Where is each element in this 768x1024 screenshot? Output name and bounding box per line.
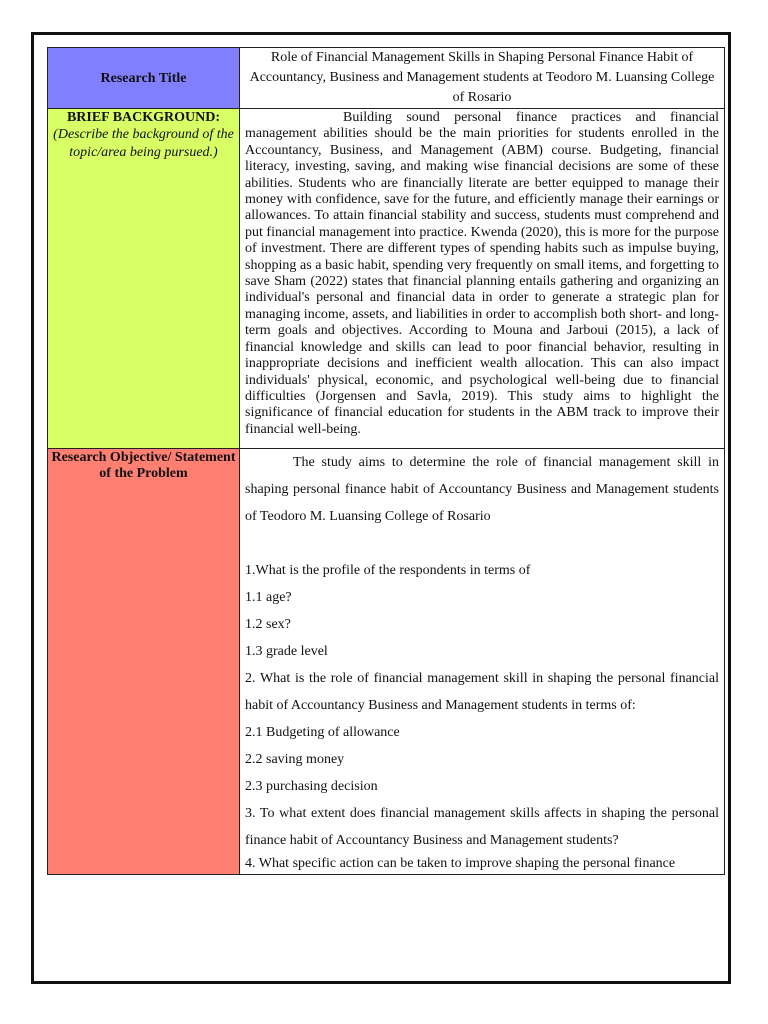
brief-background-hint: (Describe the background of the topic/area being pursued.): [53, 127, 234, 160]
research-proposal-table: [47, 47, 725, 875]
question-1: 1.What is the profile of the respondents in terms of: [245, 563, 531, 579]
question-4: 4. What specific action can be taken to improve shaping the personal finance: [245, 856, 676, 872]
objective-intro-paragraph: [245, 449, 719, 530]
brief-background-label-cell: [48, 109, 240, 449]
question-2: 2. What is the role of financial management skill in shaping the personal financial habit of Accountancy Business and Management students in terms of:: [245, 671, 719, 714]
brief-background-label: BRIEF BACKGROUND:: [66, 110, 221, 125]
question-2-3: 2.3 purchasing decision: [245, 779, 378, 795]
question-1-3: 1.3 grade level: [245, 644, 328, 660]
row-research-title: [48, 48, 725, 109]
research-title-value: Role of Financial Management Skills in Shaping Personal Finance Habit of Accountancy, Business and Management students at Teodoro M. Luansing College of Rosario: [240, 48, 725, 109]
brief-background-text: Building sound personal finance practices and financial management abilities should be the main priorities for students enrolled in the Accountancy, Business, and Management (ABM) course. Budgeting, financial literacy, investing, saving, and making wise financial decisions are some of these abilities. Students who are financially literate are better equipped to manage their money with confidence, save for the future, and efficiently manage their earnings or allowances. To attain financial stability and success, students must comprehend and put financial management into practice. Kwenda (2020), this is more for the purpose of investment. There are different types of spending habits such as impulse buying, shopping as a basic habit, spending very frequently on small items, and forgetting to save Sham (2022) states that financial planning entails gathering and organizing an individual's personal and financial data in order to generate a strategic plan for managing income, assets, and liabilities in order to accomplish both short- and long-term goals and objectives. According to Mouna and Jarboui (2015), a lack of financial knowledge and skills can lead to poor financial behavior, resulting in inappropriate decisions and inefficient wealth allocation. This can also impact individuals' physical, economic, and psychological well-being due to financial difficulties (Jorgensen and Savla, 2019). This study aims to highlight the significance of financial education for students in the ABM track to improve their financial well-being.: [245, 110, 719, 437]
question-2-2: 2.2 saving money: [245, 752, 345, 768]
question-1-2: 1.2 sex?: [245, 617, 291, 633]
objective-label-cell: [48, 449, 240, 875]
question-1-1: 1.1 age?: [245, 590, 292, 606]
row-research-objective: [48, 449, 725, 875]
question-2-1: 2.1 Budgeting of allowance: [245, 725, 400, 741]
research-title-label: Research Title: [100, 70, 187, 86]
research-title-label-cell: [48, 48, 240, 109]
objective-content-cell: [240, 449, 725, 875]
page-frame: [31, 32, 731, 984]
row-brief-background: [48, 109, 725, 449]
blank-line: [245, 530, 719, 557]
objective-label: Research Objective/ Statement of the Problem: [51, 450, 236, 482]
question-3: 3. To what extent does financial management skills affects in shaping the personal finance habit of Accountancy Business and Management students?: [245, 806, 719, 849]
objective-intro-text: The study aims to determine the role of financial management skill in shaping personal finance habit of Accountancy Business and Management students of Teodoro M. Luansing College of Rosario: [245, 455, 719, 525]
brief-background-cell: [240, 109, 725, 449]
